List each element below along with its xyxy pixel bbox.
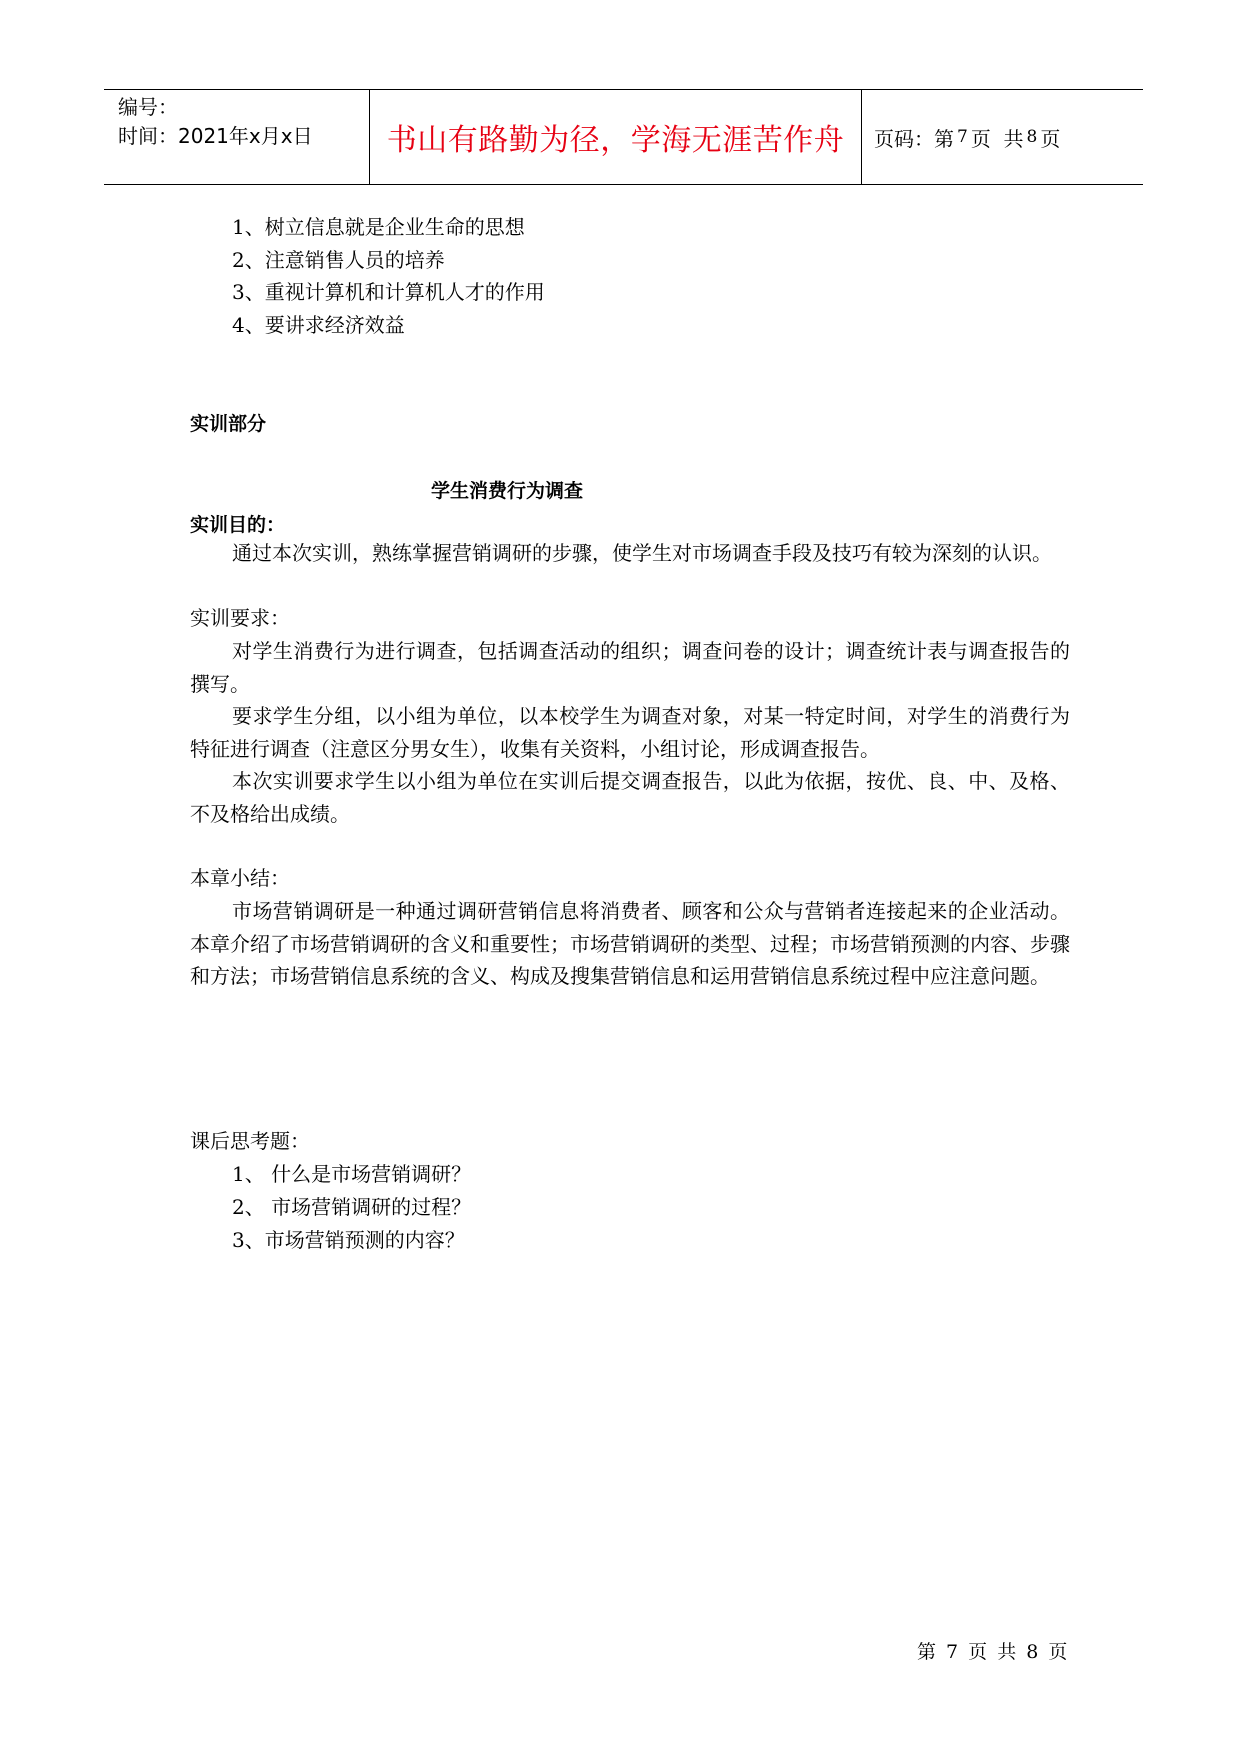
purpose-label: 实训目的： bbox=[190, 514, 286, 536]
list-item: 1、树立信息就是企业生命的思想 bbox=[232, 215, 525, 239]
list-item: 2、注意销售人员的培养 bbox=[232, 248, 445, 272]
document-number-label: 编号： bbox=[118, 95, 178, 119]
purpose-paragraph bbox=[190, 537, 1070, 570]
page-mid: 页 共 bbox=[970, 126, 1024, 151]
requirement-paragraph: 要求学生分组，以小组为单位，以本校学生为调查对象，对某一特定时间，对学生的消费行为特征进行调查（注意区分男女生），收集有关资料，小组讨论，形成调查报告。 bbox=[190, 704, 1070, 761]
question-item: 2、 市场营销调研的过程？ bbox=[232, 1195, 472, 1219]
header-motto: 书山有路勤为径，学海无涯苦作舟 bbox=[386, 123, 845, 158]
header-page-info bbox=[874, 90, 1060, 184]
questions-label: 课后思考题： bbox=[190, 1129, 310, 1153]
requirement-paragraph: 对学生消费行为进行调查，包括调查活动的组织；调查问卷的设计；调查统计表与调查报告的撰写。 bbox=[190, 639, 1070, 696]
question-item: 3、市场营销预测的内容？ bbox=[232, 1228, 465, 1252]
page-header bbox=[104, 89, 1143, 185]
page-prefix: 页码：第 bbox=[874, 126, 954, 151]
document-time: 时间：2021年x月x日 bbox=[118, 124, 313, 148]
summary-text: 市场营销调研是一种通过调研营销信息将消费者、顾客和公众与营销者连接起来的企业活动。本章介绍了市场营销调研的含义和重要性；市场营销调研的类型、过程；市场营销预测的内容、步骤和方法；市场营销信息系统的含义、构成及搜集营销信息和运用营销信息系统过程中应注意问题。 bbox=[190, 899, 1070, 988]
question-item: 1、 什么是市场营销调研？ bbox=[232, 1162, 472, 1186]
header-divider-right bbox=[861, 90, 862, 184]
summary-label: 本章小结： bbox=[190, 866, 290, 890]
purpose-text: 通过本次实训，熟练掌握营销调研的步骤，使学生对市场调查手段及技巧有较为深刻的认识。 bbox=[232, 541, 1052, 565]
survey-title: 学生消费行为调查 bbox=[431, 480, 584, 502]
header-meta bbox=[118, 93, 366, 151]
page-footer: 第 7 页 共 8 页 bbox=[917, 1641, 1070, 1663]
summary-paragraph bbox=[190, 895, 1070, 993]
page-suffix: 页 bbox=[1040, 126, 1061, 151]
list-item: 4、要讲求经济效益 bbox=[232, 313, 405, 337]
page-current: 7 bbox=[957, 127, 968, 147]
section-title: 实训部分 bbox=[190, 413, 267, 435]
list-item: 3、重视计算机和计算机人才的作用 bbox=[232, 280, 545, 304]
page-total: 8 bbox=[1026, 127, 1038, 147]
requirement-paragraph: 本次实训要求学生以小组为单位在实训后提交调查报告，以此为依据，按优、良、中、及格、不及格给出成绩。 bbox=[190, 769, 1070, 826]
requirements-label: 实训要求： bbox=[190, 606, 290, 630]
requirements-paragraphs bbox=[190, 635, 1070, 830]
